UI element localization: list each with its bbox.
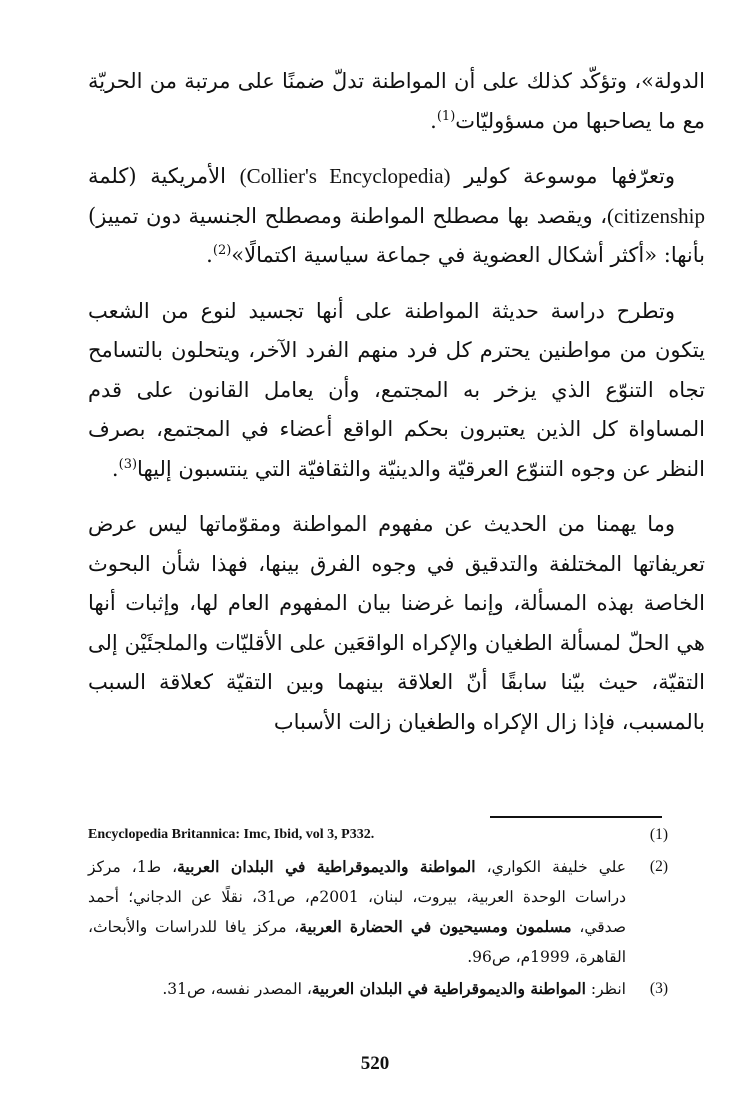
footnote-2-number: (2)	[649, 858, 668, 875]
footnotes	[88, 820, 668, 1006]
page-number: 520	[360, 1053, 390, 1074]
paragraph-3	[88, 292, 705, 490]
footnote-2-part-b: ، ط1، مركز دراسات الوحدة العربية، بيروت، لبنان، 2001م، ص31، نقلًا عن الدجاني؛ أحمد صدقي،	[88, 858, 626, 936]
collier-encyclopedia-term: (Collier's Encyclopedia)	[239, 164, 451, 188]
footnote-2-part-a: علي خليفة الكواري،	[475, 858, 627, 876]
main-text	[88, 62, 705, 758]
footnote-2-text	[88, 852, 626, 972]
footnote-1-number: (1)	[649, 826, 668, 843]
footnote-ref-1: (1)	[436, 108, 456, 124]
citizenship-term: (citizenship	[607, 203, 705, 228]
footnote-ref-3: (3)	[118, 456, 138, 472]
footnote-1	[88, 820, 668, 850]
footnote-3-text	[88, 974, 626, 1004]
paragraph-2-text-b: الأمريكية (كلمة	[88, 164, 226, 188]
paragraph-1	[88, 62, 705, 141]
footnote-1-text: Encyclopedia Britannica: Imc, Ibid, vol 3, P332.	[88, 827, 375, 842]
paragraph-4-text: وما يهمنا من الحديث عن مفهوم المواطنة ومقوّماتها ليس عرض تعريفاتها المختلفة والتدقيق في وجوه الفرق بينها، فهذا شأن البحوث الخاصة بهذه المسألة، وإنما غرضنا بيان المفهوم العام لها، وإثبات أنها هي الحلّ لمسألة الطغيان والإكراه الواقعَين على الأقليّات والملجئَيْن إلى التقيّة، حيث بيّنا سابقًا أنّ العلاقة بينهما وبين التقيّة كعلاقة السبب بالمسبب، فإذا زال الإكراه والطغيان زالت الأسباب	[88, 512, 705, 734]
footnote-2-part-c: ، مركز يافا للدراسات والأبحاث، القاهرة، 1999م، ص96.	[88, 918, 626, 966]
paragraph-4	[88, 505, 705, 742]
paragraph-3-end: .	[111, 456, 119, 481]
footnote-ref-2: (2)	[212, 243, 232, 258]
paragraph-2-text-a: وتعرّفها موسوعة كولير	[464, 164, 675, 188]
footnote-2-title-1: المواطنة والديموقراطية في البلدان العربية	[177, 857, 476, 876]
paragraph-2-text-c: ، ويقصد بها مصطلح المواطنة ومصطلح الجنسية دون تمييز) بأنها: «أكثر أشكال العضوية في جماعة سياسية اكتمالًا»	[88, 203, 705, 267]
paragraph-3-text: وتطرح دراسة حديثة المواطنة على أنها تجسيد لنوع من الشعب يتكون من مواطنين يحترم كل فرد منهم الفرد الآخر، ويتحلون بالتسامح تجاه التنوّع الذي يزخر به المجتمع، وأن يعامل القانون على قدم المساواة كل الذين يعتبرون بحكم الواقع أعضاء في المجتمع، بصرف النظر عن وجوه التنوّع العرقيّة والدينيّة والثقافيّة التي ينتسبون إليها	[88, 298, 705, 481]
footnote-3-part-b: ، المصدر نفسه، ص31.	[162, 980, 312, 998]
footnote-3-part-a: انظر:	[585, 980, 626, 998]
footnote-2	[88, 852, 668, 972]
footnote-3-title: المواطنة والديموقراطية في البلدان العربية	[311, 979, 586, 998]
paragraph-1-text: الدولة»، وتؤكّد كذلك على أن المواطنة تدلّ ضمنًا على مرتبة من الحريّة مع ما يصاحبها من مسؤوليّات	[88, 69, 705, 133]
paragraph-2-end: .	[206, 243, 213, 267]
paragraph-2	[88, 157, 705, 276]
paragraph-1-end: .	[430, 108, 437, 133]
footnote-2-title-2: مسلمون ومسيحيون في الحضارة العربية	[299, 917, 572, 936]
footnote-3	[88, 974, 668, 1004]
footnote-3-number: (3)	[649, 980, 668, 997]
footnote-separator	[490, 816, 662, 818]
